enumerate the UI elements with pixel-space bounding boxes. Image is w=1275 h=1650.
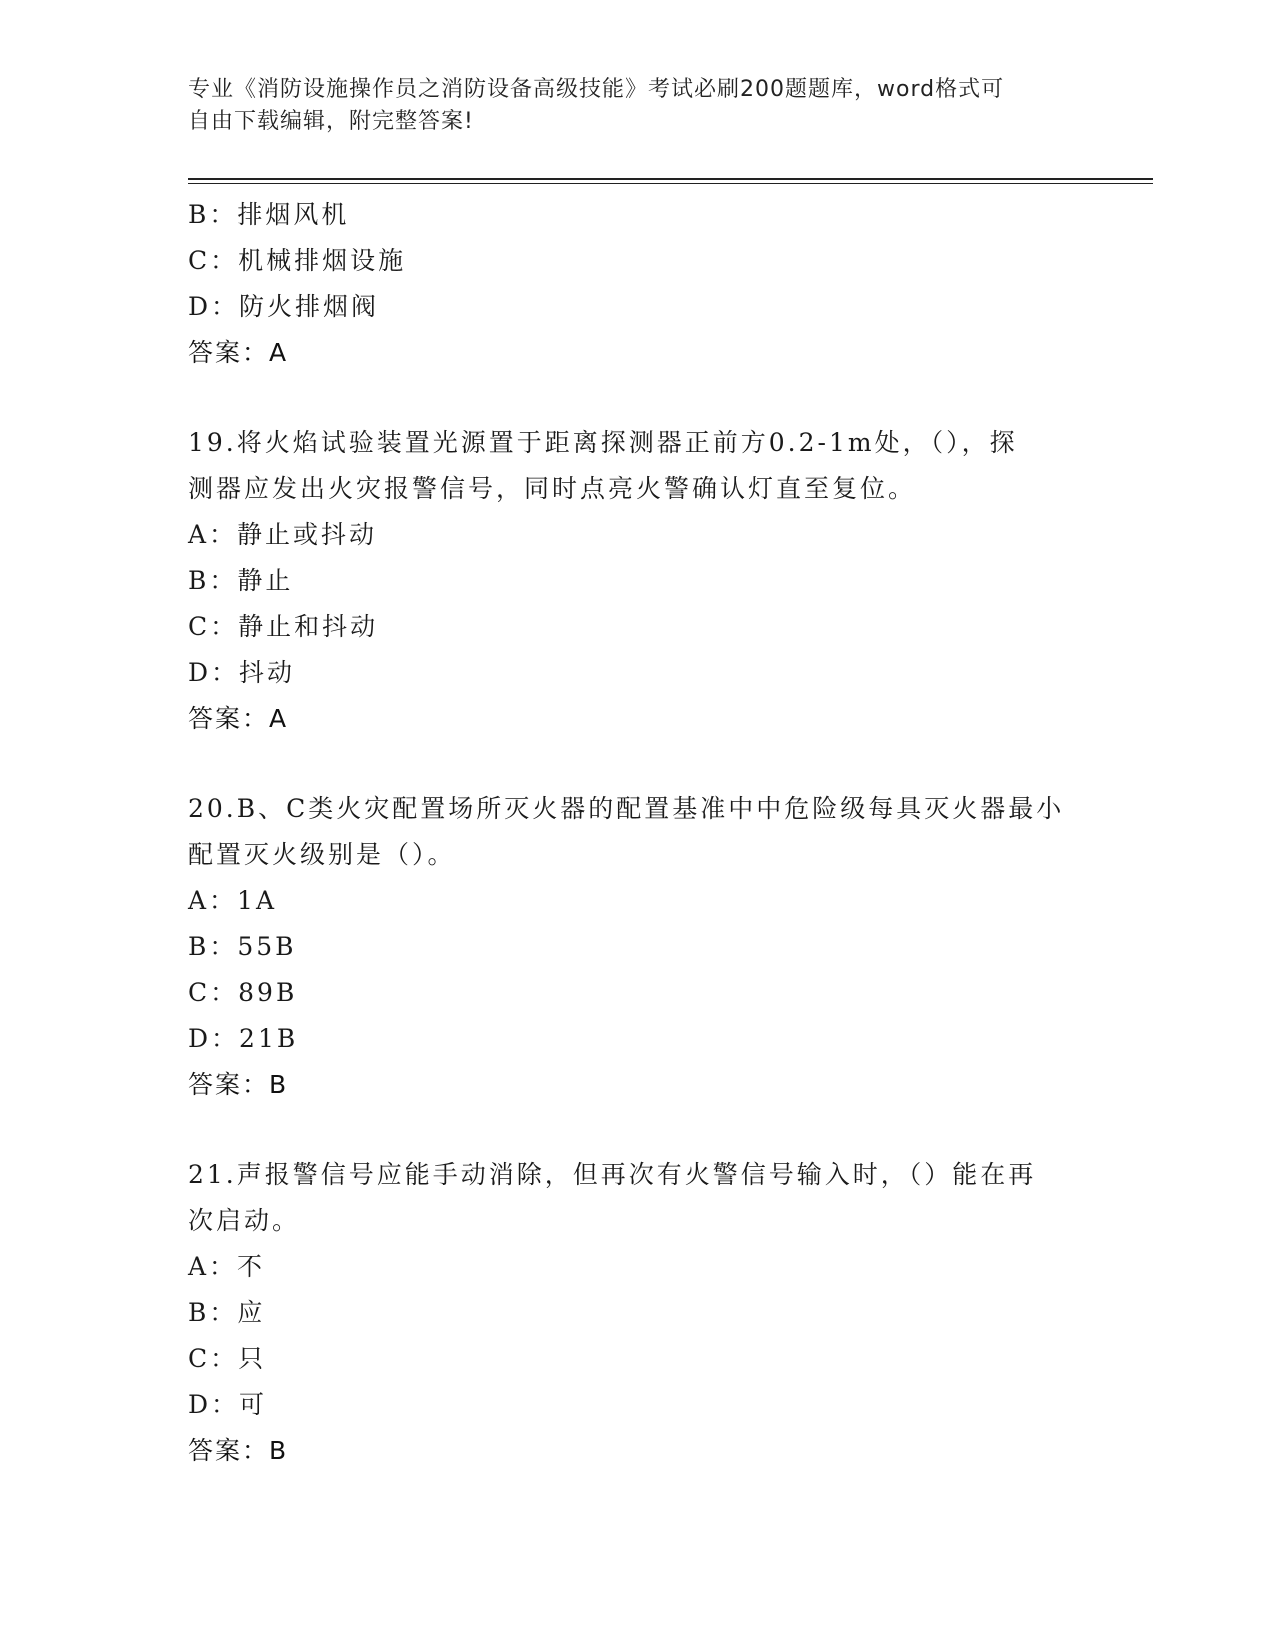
header-line-1: 专业《消防设施操作员之消防设备高级技能》考试必刷200题题库，word格式可 bbox=[188, 77, 1005, 102]
option-d: D：21B bbox=[188, 1024, 299, 1053]
header-line-2: 自由下载编辑，附完整答案! bbox=[188, 109, 474, 134]
document-header bbox=[188, 74, 1068, 138]
answer-line: 答案：B bbox=[188, 1070, 289, 1099]
option-a: A：静止或抖动 bbox=[188, 520, 378, 549]
answer-line: 答案：A bbox=[188, 704, 289, 733]
question-list bbox=[188, 192, 1088, 1474]
option-d: D：可 bbox=[188, 1390, 268, 1419]
option-d: D：抖动 bbox=[188, 658, 296, 687]
option-c: C：静止和抖动 bbox=[188, 612, 379, 641]
option-c: C：89B bbox=[188, 978, 298, 1007]
answer-line: 答案：B bbox=[188, 1436, 289, 1465]
option-d: D：防火排烟阀 bbox=[188, 292, 380, 321]
answer-line: 答案：A bbox=[188, 338, 289, 367]
block-spacer bbox=[188, 1108, 1088, 1152]
option-b: B：静止 bbox=[188, 566, 294, 595]
option-a: A：1A bbox=[188, 886, 278, 915]
question-text-line-2: 次启动。 bbox=[188, 1206, 301, 1235]
option-a: A：不 bbox=[188, 1252, 266, 1281]
question-text-line-2: 配置灭火级别是（）。 bbox=[188, 840, 456, 869]
option-c: C：只 bbox=[188, 1344, 267, 1373]
block-spacer bbox=[188, 376, 1088, 420]
header-divider-thin bbox=[188, 183, 1153, 184]
option-b: B：应 bbox=[188, 1298, 266, 1327]
question-block-21 bbox=[188, 1152, 1088, 1474]
option-b: B：55B bbox=[188, 932, 297, 961]
question-block-19 bbox=[188, 420, 1088, 742]
question-block-18 bbox=[188, 192, 1088, 376]
option-c: C：机械排烟设施 bbox=[188, 246, 407, 275]
question-block-20 bbox=[188, 786, 1088, 1108]
header-divider-thick bbox=[188, 178, 1153, 180]
question-text-line-1: 19.将火焰试验装置光源置于距离探测器正前方0.2-1m处，（），探 bbox=[188, 428, 1018, 457]
question-text-line-2: 测器应发出火灾报警信号，同时点亮火警确认灯直至复位。 bbox=[188, 474, 917, 503]
question-text-line-1: 21.声报警信号应能手动消除，但再次有火警信号输入时，（）能在再 bbox=[188, 1160, 1037, 1189]
block-spacer bbox=[188, 742, 1088, 786]
question-text-line-1: 20.B、C类火灾配置场所灭火器的配置基准中中危险级每具灭火器最小 bbox=[188, 794, 1065, 823]
option-b: B：排烟风机 bbox=[188, 200, 350, 229]
